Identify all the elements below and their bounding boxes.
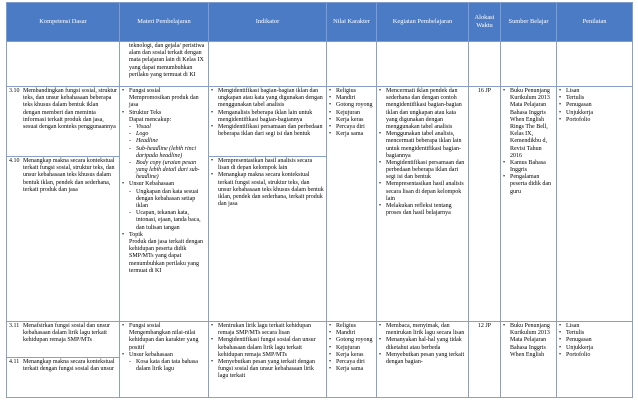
header-sumber: Sumber Belajar (501, 3, 557, 42)
indikator-cell (209, 157, 327, 322)
list-item: • Percaya diri (329, 124, 374, 131)
list-item: • Kerja keras (329, 352, 374, 359)
header-penilaian: Penilaian (557, 3, 633, 42)
kd-text: Menangkap makna secara kontekstual terkait dengan fungsi sosial dan unsur (23, 359, 115, 373)
list-item: • Tertulis (559, 95, 630, 102)
kd-number: 4.11 (9, 359, 20, 365)
kd-cell (7, 322, 120, 358)
header-nilai: Nilai Karakter (327, 3, 377, 42)
table-row (7, 87, 633, 157)
materi-cell (120, 322, 209, 398)
list-item: • Mandiri (329, 330, 374, 337)
list-item: • Kerja keras (329, 117, 374, 124)
list-item: • Pengalaman peserta didik dan guru (503, 174, 554, 196)
list-item: • Mempresentasikan hasil analisis secara lisan di depan kelompok lain (379, 181, 466, 203)
header-materi: Materi Pembelajaran (120, 3, 209, 42)
list-item: • Menangkap makna secara kontekstual terkait fungsi sosial, struktur teks, dan unsur kebahasaan teks khusus dalam bentuk iklan, pendek dan sederhana, terkait produk dan jasa (211, 172, 324, 208)
list-item: • Mencermati iklan pendek dan sederhana dan dengan contoh mengidentifikasi bagian-bagian iklan dan ungkapan atau kata yang digunakan dengan menggunakan tabel analisis (379, 88, 466, 131)
list-item: • Kerja sama (329, 366, 374, 373)
list-item: • Mempresentasikan hasil analisis secara lisan di depan kelompok lain (211, 158, 324, 172)
list-item: • Portofolio (559, 352, 630, 359)
materi-continued: teknologi, dan gejala/ peristiwa alam dan sosial terkait dengan mata pelajaran lain di Kelas IX yang dapat menumbuhkan perilaku yang termuat di KI (120, 42, 209, 87)
list-item: • Topik (122, 232, 206, 239)
list-item: • Menganalisis beberapa iklan lain untuk mengidentifikasi bagian-bagiannya (211, 110, 324, 124)
list-item: Mengembangkan nilai-nilai kehidupan dan karakter yang positif (129, 330, 199, 351)
syllabus-table (6, 2, 633, 398)
list-item: - Kosa kata dan tata bahasa dalam lirik lagu (122, 359, 206, 373)
list-item: • Fungsi sosial (122, 88, 206, 95)
list-item: • Melakukan refleksi tentang proses dan hasil belajarnya (379, 203, 466, 217)
list-item: • Unsur kebahasaan (122, 352, 206, 359)
kd-text: Menafsirkan fungsi sosial dan unsur kebahasaan dalam lirik lagu terkait kehidupan remaja SMP/MTs (23, 323, 110, 344)
list-item: - Body copy (uraian pesan yang lebih detail dari sub-headline) (122, 160, 206, 182)
list-item: - Logo (122, 131, 206, 138)
kd-cell (7, 87, 120, 157)
list-item: • Fungsi sosial (122, 323, 206, 330)
list-item: • Mandiri (329, 95, 374, 102)
header-indikator: Indikator (209, 3, 327, 42)
list-item: - Sub-headline (lebih rinci daripada headline) (122, 146, 206, 160)
header-kegiatan: Kegiatan Pembelajaran (377, 3, 469, 42)
nilai-cell (327, 322, 377, 398)
list-item: • Percaya diri (329, 359, 374, 366)
list-item: • Membaca, menyimak, dan menirukan lirik lagu secara lisan (379, 323, 466, 337)
list-item: • Tertulis (559, 330, 630, 337)
list-item: • Religius (329, 88, 374, 95)
list-item: • Mengidentifikasi fungsi sosial dan unsur kebahasaan dalam lirik lagu terkait kehidupan remaja SMP/MTs (211, 337, 324, 359)
sumber-cell (501, 87, 557, 322)
list-item: • Kerja sama (329, 131, 374, 138)
list-item: • Mengidentifikasi bagian-bagian iklan dan ungkapan atau kata yang digunakan dengan menggunakan tabel analisis (211, 88, 324, 110)
indikator-cell (209, 87, 327, 157)
list-item: Dapat mencakup: (129, 116, 172, 123)
list-item: • Religius (329, 323, 374, 330)
list-item: • Buku Penunjang Kurikulum 2013 Mata Pelajaran Bahasa Inggris When English (503, 323, 554, 359)
list-item: • Menirukan lirik lagu terkait kehidupan remaja SMP/MTs secara lisan (211, 323, 324, 337)
sumber-cell (501, 322, 557, 398)
kd-cell (7, 157, 120, 322)
materi-cell (120, 87, 209, 322)
kegiatan-cell (377, 87, 469, 322)
kegiatan-cell (377, 322, 469, 398)
kd-number: 4.10 (9, 158, 20, 164)
list-item: • Buku Penunjang Kurikulum 2013 Mata Pelajaran Bahasa Inggris When English Rings The Bell, Kelas IX, Kemendikbu d, Revisi Tahun 2016 (503, 88, 554, 160)
header-kompetensi: Kompetensi Dasar (7, 3, 120, 42)
list-item: • Lisan (559, 323, 630, 330)
list-item: • Menanyakan hal-hal yang tidak diketahui atau berbeda (379, 337, 466, 351)
penilaian-cell (557, 87, 633, 322)
list-item: • Struktur Teks (122, 110, 206, 117)
list-item: • Penugasan (559, 337, 630, 344)
table-row (7, 322, 633, 358)
list-item: • Menyebutkan pesan yang terkait dengan bagian- (379, 352, 466, 366)
kd-number: 3.10 (9, 88, 20, 94)
list-item: • Mengidentifikasi persamaan dan perbedaan beberapa iklan dari segi isi dan bentuk (379, 160, 466, 182)
list-item: Produk dan jasa terkait dengan kehidupan peserta didik SMP/MTs yang dapat menumbuhkan perilaku yang termuat di KI (129, 238, 203, 274)
kd-text: Menangkap makna secara kontekstual terkait fungsi sosial, struktur teks, dan unsur kebahasaan teks khusus dalam bentuk iklan, pendek dan sederhana, terkait produk dan jasa (23, 158, 115, 193)
list-item: - Headline (122, 138, 206, 145)
list-item: Mempromosikan produk dan jasa (129, 95, 199, 109)
list-item: • Unjukkerja (559, 345, 630, 352)
list-item: • Unsur Kebahasaan (122, 181, 206, 188)
table-row (7, 42, 633, 87)
list-item: • Menggunakan tabel analisis, mencermati beberapa iklan lain untuk mengidentifikasi bagian-bagiannya (379, 131, 466, 160)
list-item: • Gotong royong (329, 102, 374, 109)
indikator-cell (209, 322, 327, 398)
header-alokasi: Alokasi Waktu (469, 3, 501, 42)
list-item: • Kejujuran (329, 345, 374, 352)
kd-text: Membandingkan fungsi sosial, struktur teks, dan unsur kebahasaan beberapa teks khusus dalam bentuk iklan dengan memberi dan meminta informasi terkait produk dan jasa, sesuai dengan konteks penggunaannya (23, 88, 117, 130)
list-item: • Unjukkerja (559, 110, 630, 117)
list-item: • Menyebutkan pesan yang terkait dengan fungsi sosial dan unsur kebahasaan lirik lagu terkait (211, 359, 324, 381)
list-item: • Mengidentifikasi persamaan dan perbedaan beberapa iklan dari segi isi dan bentuk (211, 124, 324, 138)
list-item: - Visual (122, 124, 206, 131)
nilai-cell (327, 87, 377, 322)
list-item: • Portofolio (559, 117, 630, 124)
header-row (7, 3, 633, 42)
list-item: • Lisan (559, 88, 630, 95)
alokasi-cell: 12 JP (469, 322, 501, 398)
list-item: • Penugasan (559, 102, 630, 109)
list-item: - Ungkapan dan kata sesuai dengan kebahasan setiap iklan (122, 189, 206, 211)
alokasi-cell: 16 JP (469, 87, 501, 322)
list-item: - Ucapan, tekanan kata, intonasi, ejaan, tanda baca, dan tulisan tangan (122, 210, 206, 232)
penilaian-cell (557, 322, 633, 398)
list-item: • Kamus Bahasa Inggris (503, 160, 554, 174)
list-item: • Kejujuran (329, 110, 374, 117)
kd-number: 3.11 (9, 323, 20, 329)
list-item: • Gotong royong (329, 337, 374, 344)
kd-cell (7, 358, 120, 398)
